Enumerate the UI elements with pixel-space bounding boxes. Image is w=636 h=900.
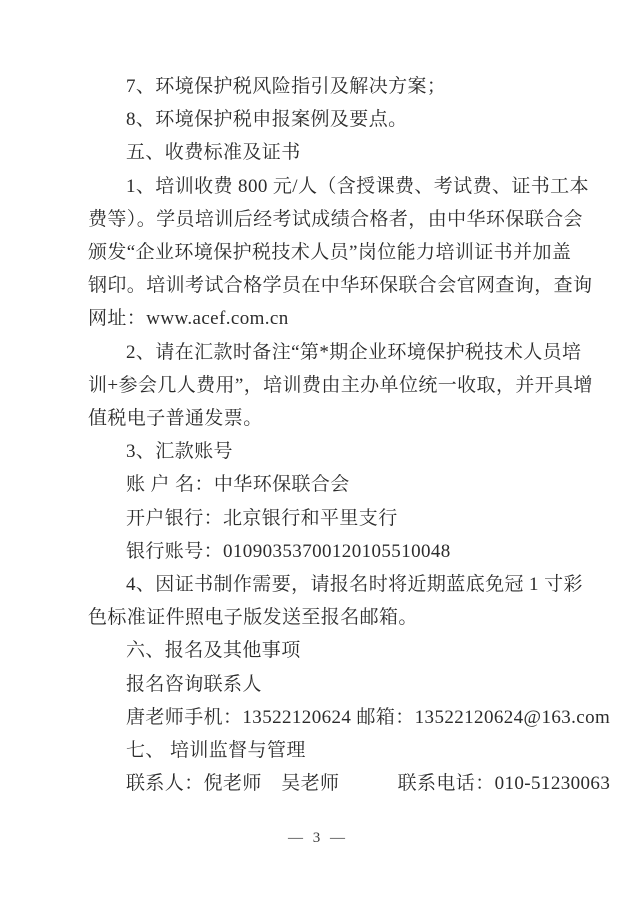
doc-line-bank-branch: 开户银行：北京银行和平里支行 [126, 507, 398, 529]
section-heading-registration: 六、报名及其他事项 [126, 640, 301, 662]
doc-line-course-item-8: 8、环境保护税申报案例及要点。 [126, 109, 408, 131]
doc-line-account-name: 账 户 名：中华环保联合会 [126, 474, 350, 496]
doc-line-supervision-contacts: 联系人：倪老师 吴老师 联系电话：010-51230063 [126, 773, 611, 795]
doc-line-contact-tang: 唐老师手机：13522120624 邮箱：13522120624@163.com [126, 706, 611, 728]
doc-line-invoice: 值税电子普通发票。 [88, 408, 263, 430]
section-heading-supervision: 七、 培训监督与管理 [126, 740, 306, 762]
doc-line-bank-account-number: 银行账号：01090353700120105510048 [126, 540, 451, 562]
doc-line-remit-note: 2、请在汇款时备注“第*期企业环境保护税技术人员培 [126, 341, 582, 363]
doc-line-remit-account-head: 3、汇款账号 [126, 441, 233, 463]
document-body [88, 70, 611, 800]
doc-line-photo-requirement-cont: 色标准证件照电子版发送至报名邮箱。 [88, 607, 418, 629]
doc-line-course-item-7: 7、环境保护税风险指引及解决方案； [126, 76, 447, 97]
doc-line-fee-1-cont: 费等）。学员培训后经考试成绩合格者，由中华环保联合会 [88, 208, 583, 230]
doc-line-registration-contact: 报名咨询联系人 [126, 673, 262, 695]
section-heading-fees: 五、收费标准及证书 [126, 142, 301, 164]
doc-line-remit-note-cont: 训+参会几人费用”，培训费由主办单位统一收取，并开具增 [88, 374, 593, 396]
doc-line-fee-1: 1、培训收费 800 元/人（含授课费、考试费、证书工本 [126, 175, 589, 197]
doc-line-certificate-cont: 钢印。培训考试合格学员在中华环保联合会官网查询，查询 [88, 275, 593, 297]
page-number: — 3 — [288, 830, 348, 846]
doc-line-photo-requirement: 4、因证书制作需要，请报名时将近期蓝底免冠 1 寸彩 [126, 574, 583, 596]
doc-line-certificate: 颁发“企业环境保护税技术人员”岗位能力培训证书并加盖 [88, 242, 572, 264]
doc-line-website: 网址：www.acef.com.cn [88, 308, 289, 330]
